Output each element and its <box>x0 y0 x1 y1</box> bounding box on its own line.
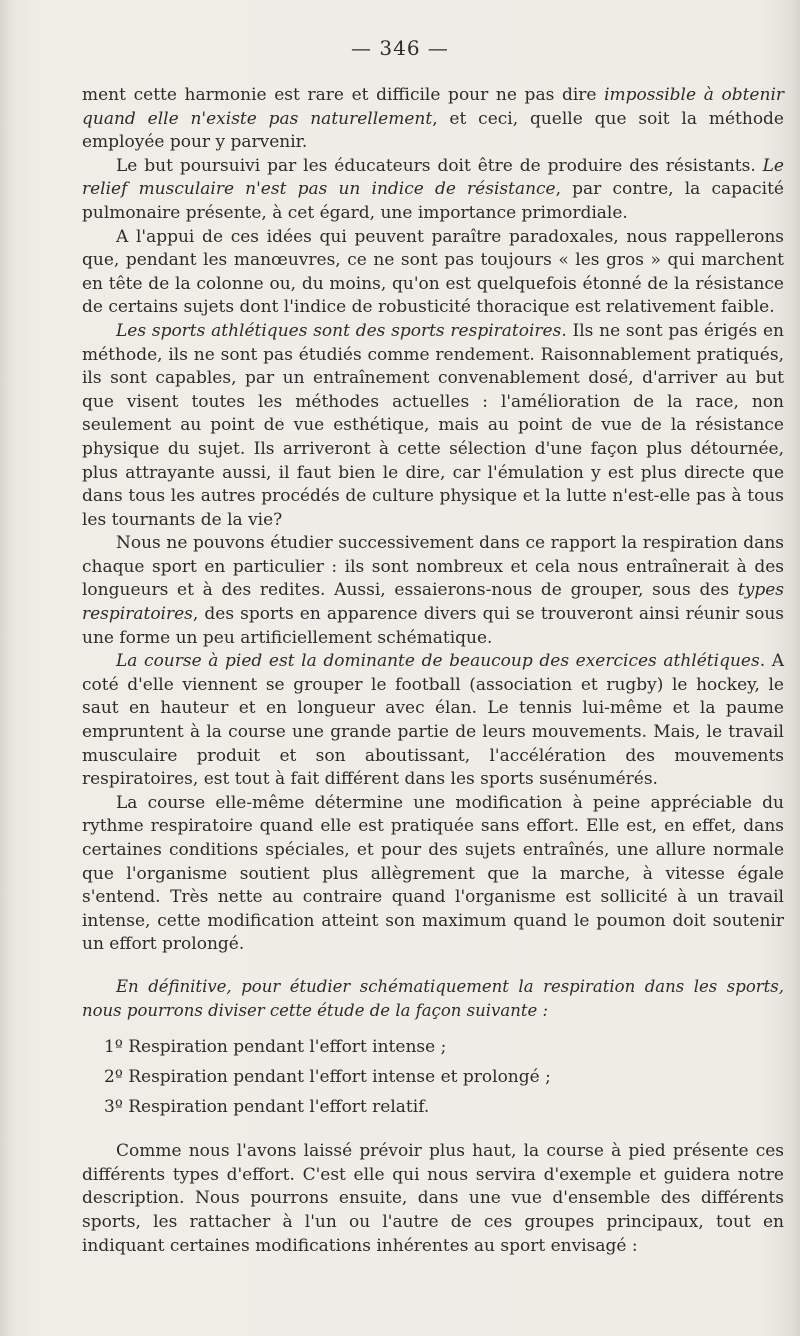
body-text <box>82 84 784 1258</box>
italic-text: types respiratoires <box>82 580 784 625</box>
text-run: Nous ne pouvons étudier successivement dans ce rapport la respiration dans chaque sport en particulier : ils sont nombreux et cela nous entraînerait à des longueurs et à des redites. Aussi, essaierons-nous de grouper, sous des <box>82 533 784 601</box>
paragraph-2 <box>82 155 784 226</box>
conclusion-paragraph: En définitive, pour étudier schématiquement la respiration dans les sports, nous pourrons diviser cette étude de la façon suivante : <box>82 976 784 1020</box>
italic-text: Les sports athlétiques sont des sports respiratoires <box>116 320 562 341</box>
text-run: . Ils ne sont pas érigés en méthode, ils ne sont pas étudiés comme rendement. Raisonnablement pratiqués, ils sont capables, par un entraînement convenablement dosé, d'arriver au but que visent toutes les méthodes actuelles : l'amélioration de la race, non seulement au point de vue esthétique, mais au point de vue de la résistance physique du sujet. Ils arriveront à cette sélection d'une façon plus détournée, plus attrayante aussi, il faut bien le dire, car l'émulation y est plus directe que dans tous les autres procédés de culture physique et la lutte n'est-elle pas à tous les tournants de la vie? <box>82 320 784 530</box>
text-run: ment cette harmonie est rare et difficile pour ne pas dire <box>82 85 605 105</box>
page-number: — 346 — <box>351 36 449 60</box>
text-run: A l'appui de ces idées qui peuvent paraître paradoxales, nous rappellerons que, pendant les manœuvres, ce ne sont pas toujours « les gros » qui marchent en tête de la colonne ou, du moins, qu'on est quelquefois étonné de la résistance de certains sujets dont l'indice de robusticité thoracique est relativement faible. <box>82 226 784 318</box>
text-run: , et ceci, quelle que soit la méthode employée pour y parvenir. <box>82 108 784 153</box>
paragraph-1 <box>82 84 784 155</box>
paragraph-7 <box>82 792 784 957</box>
list-item: 3º Respiration pendant l'effort relatif. <box>104 1097 430 1118</box>
text-run: Le but poursuivi par les éducateurs doit être de produire des résistants. <box>116 155 763 176</box>
text-run: . A coté d'elle viennent se grouper le football (association et rugby) le hockey, le saut en hauteur et en longueur avec élan. Le tennis lui-même et la paume empruntent à la course une grande partie de leurs mouvements. Mais, le travail musculaire produit et son aboutissant, l'accélération des mouvements respiratoires, est tout à fait différent dans les sports susénumérés. <box>82 651 784 790</box>
paragraph-4 <box>82 320 784 532</box>
italic-text: Le relief musculaire n'est pas un indice de résistance <box>82 155 784 200</box>
text-run: , des sports en apparence divers qui se trouveront ainsi réunir sous une forme un peu artificiellement schématique. <box>82 604 784 648</box>
text-run: La course elle-même détermine une modification à peine appréciable du rythme respiratoire quand elle est pratiquée sans effort. Elle est, en effet, dans certaines conditions spéciales, et pour des sujets entraînés, une allure normale que l'organisme soutient plus allègrement que la marche, à vitesse égale s'entend. Très nette au contraire quand l'organisme est sollicité à un travail intense, cette modification atteint son maximum quand le poumon doit soutenir un effort prolongé. <box>82 792 784 955</box>
respiration-list <box>82 1032 784 1122</box>
paragraph-3 <box>82 226 784 320</box>
list-item: 1º Respiration pendant l'effort intense ; <box>104 1037 447 1058</box>
italic-text: impossible à obtenir quand elle n'existe pas naturellement <box>82 85 785 129</box>
paragraph-6 <box>82 650 784 792</box>
text-run: , par contre, la capacité pulmonaire présente, à cet égard, une importance primordiale. <box>82 179 784 223</box>
italic-text: La course à pied est la dominante de beaucoup des exercices athlétiques <box>116 651 760 672</box>
list-item: 2º Respiration pendant l'effort intense et prolongé ; <box>104 1067 551 1088</box>
paragraph-5 <box>82 532 784 650</box>
final-paragraph: Comme nous l'avons laissé prévoir plus haut, la course à pied présente ces différents types d'effort. C'est elle qui nous servira d'exemple et guidera notre description. Nous pourrons ensuite, dans une vue d'ensemble des différents sports, les rattacher à l'un ou l'autre de ces groupes principaux, tout en indiquant certaines modifications inhérentes au sport envisagé : <box>82 1141 784 1256</box>
